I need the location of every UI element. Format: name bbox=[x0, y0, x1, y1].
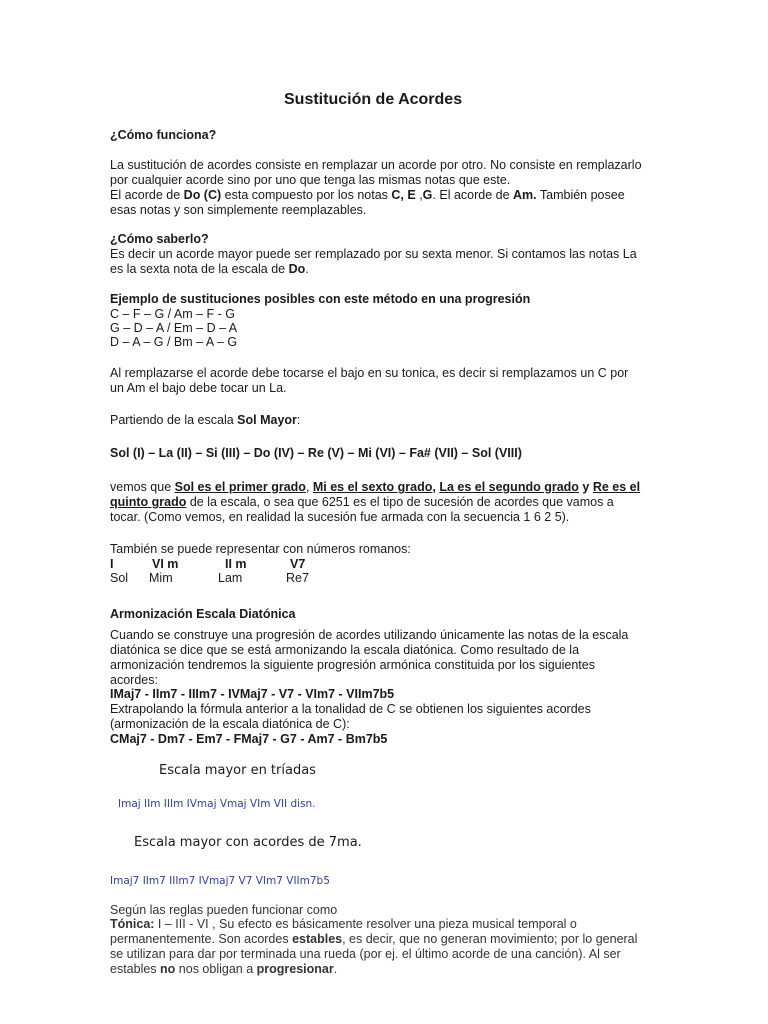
paragraph-line bbox=[110, 262, 309, 277]
text-run-bold: y bbox=[578, 480, 593, 494]
seventh-heading: Escala mayor con acordes de 7ma. bbox=[134, 835, 362, 850]
triad-heading: Escala mayor en tríadas bbox=[159, 763, 316, 778]
paragraph-line: Es decir un acorde mayor puede ser remplazado por su sexta menor. Si contamos las notas La bbox=[110, 247, 637, 261]
text-run: estables bbox=[110, 962, 161, 976]
scale-degrees-line: Sol (I) – La (II) – Si (III) – Do (IV) – Re (V) – Mi (VI) – Fa# (VII) – Sol (VIII) bbox=[110, 446, 522, 460]
text-run: . El acorde de bbox=[432, 188, 514, 202]
text-run-bold: Sol Mayor bbox=[237, 413, 297, 427]
text-run: esta compuesto por los notas bbox=[221, 188, 392, 202]
text-run-bold: Do (C) bbox=[183, 188, 222, 202]
text-run: , bbox=[415, 188, 423, 202]
paragraph-line bbox=[110, 962, 337, 977]
text-run: es la sexta nota de la escala de bbox=[110, 262, 289, 276]
chord-sequence: IMaj7 - IIm7 - IIIm7 - IVMaj7 - V7 - VIm7 - VIIm7b5 bbox=[110, 687, 395, 701]
paragraph-line: La sustitución de acordes consiste en remplazar un acorde por otro. No consiste en remplazarlo bbox=[110, 158, 642, 172]
chord-name: Lam bbox=[218, 571, 243, 585]
text-run: I – III - VI , Su efecto es básicamente resolver una pieza musical temporal o bbox=[154, 917, 577, 931]
paragraph-line: armonización tendremos la siguiente progresión armónica constituida por los siguientes bbox=[110, 658, 595, 672]
heading-armonizacion: Armonización Escala Diatónica bbox=[110, 607, 296, 621]
paragraph-line: se utilizan para dar por terminada una rueda (por ej. el último acorde de una canción). Al ser bbox=[110, 947, 621, 961]
text-run: vemos que bbox=[110, 480, 175, 494]
page-title: Sustitución de Acordes bbox=[284, 91, 463, 108]
text-run-bold: C, E bbox=[391, 188, 416, 202]
paragraph-line bbox=[110, 413, 300, 428]
chord-name: Sol bbox=[110, 571, 129, 585]
roman-numeral: VI m bbox=[152, 557, 179, 571]
text-run: permanentemente. Son acordes bbox=[110, 932, 293, 946]
paragraph-line: un Am el bajo debe tocar un La. bbox=[110, 381, 287, 395]
roman-numeral: I bbox=[110, 557, 114, 571]
paragraph-line: Cuando se construye una progresión de acordes utilizando únicamente las notas de la escala bbox=[110, 628, 629, 642]
paragraph-line: Al remplazarse el acorde debe tocarse el bajo en su tonica, es decir si remplazamos un C por bbox=[110, 366, 629, 380]
paragraph-line bbox=[110, 480, 640, 495]
heading-como-funciona: ¿Cómo funciona? bbox=[110, 128, 217, 142]
paragraph-line: (armonización de la escala diatónica de C): bbox=[110, 717, 350, 731]
text-run: , es decir, que no generan movimiento; por lo general bbox=[342, 932, 638, 946]
paragraph-line: Según las reglas pueden funcionar como bbox=[110, 903, 338, 917]
text-run: . bbox=[305, 262, 309, 276]
paragraph-line: diatónica se dice que se está armonizando la escala diatónica. Como resultado de la bbox=[110, 643, 580, 657]
paragraph-line: También se puede representar con números romanos: bbox=[110, 542, 411, 556]
text-run-bold-underline: Mi es el sexto grado bbox=[312, 480, 433, 494]
text-run-bold: Am. bbox=[513, 188, 537, 202]
triad-sequence: Imaj IIm IIIm IVmaj Vmaj VIm VII disn. bbox=[118, 798, 316, 810]
text-run-bold: no bbox=[160, 962, 176, 976]
paragraph-line: por cualquier acorde sino por uno que tenga las mismas notas que este. bbox=[110, 173, 511, 187]
paragraph-line bbox=[110, 188, 625, 203]
text-run-bold: , bbox=[432, 480, 440, 494]
text-run: Partiendo de la escala bbox=[110, 413, 238, 427]
text-run: nos obligan a bbox=[175, 962, 257, 976]
text-run: de la escala, o sea que 6251 es el tipo de sucesión de acordes que vamos a bbox=[186, 495, 614, 509]
text-run-bold: G bbox=[422, 188, 433, 202]
text-run-bold: Do bbox=[288, 262, 306, 276]
text-run: . bbox=[333, 962, 338, 976]
text-run-bold: progresionar bbox=[256, 962, 334, 976]
text-run: , bbox=[305, 480, 313, 494]
paragraph-line: Extrapolando la fórmula anterior a la tonalidad de C se obtienen los siguientes acordes bbox=[110, 702, 591, 716]
text-run-bold-underline: Sol es el primer grado bbox=[174, 480, 306, 494]
text-run-bold: estables bbox=[292, 932, 343, 946]
text-run: : bbox=[296, 413, 301, 427]
paragraph-line bbox=[110, 932, 637, 947]
paragraph-line: tocar. (Como vemos, en realidad la sucesión fue armada con la secuencia 1 6 2 5). bbox=[110, 510, 570, 524]
text-run: El acorde de bbox=[110, 188, 184, 202]
paragraph-line bbox=[110, 495, 614, 510]
roman-numeral: II m bbox=[225, 557, 247, 571]
text-run-bold-underline: La es el segundo grado bbox=[439, 480, 579, 494]
text-run-bold-underline: quinto grado bbox=[110, 495, 187, 509]
text-run-bold-underline: Re es el bbox=[592, 480, 641, 494]
paragraph-line: acordes: bbox=[110, 673, 158, 687]
heading-como-saberlo: ¿Cómo saberlo? bbox=[110, 232, 209, 246]
progression-line: D – A – G / Bm – A – G bbox=[110, 335, 238, 349]
roman-numeral: V7 bbox=[290, 557, 306, 571]
text-run-bold: Tónica: bbox=[110, 917, 155, 931]
progression-line: C – F – G / Am – F - G bbox=[110, 307, 236, 321]
chord-sequence: CMaj7 - Dm7 - Em7 - FMaj7 - G7 - Am7 - Bm7b5 bbox=[110, 732, 388, 746]
heading-ejemplo: Ejemplo de sustituciones posibles con este método en una progresión bbox=[110, 292, 531, 306]
seventh-sequence: Imaj7 IIm7 IIIm7 IVmaj7 V7 VIm7 VIIm7b5 bbox=[110, 875, 330, 887]
chord-name: Mim bbox=[149, 571, 173, 585]
paragraph-line bbox=[110, 917, 577, 932]
paragraph-line: esas notas y son simplemente reemplazables. bbox=[110, 203, 367, 217]
text-run: También posee bbox=[536, 188, 625, 202]
progression-line: G – D – A / Em – D – A bbox=[110, 321, 238, 335]
chord-name: Re7 bbox=[286, 571, 309, 585]
